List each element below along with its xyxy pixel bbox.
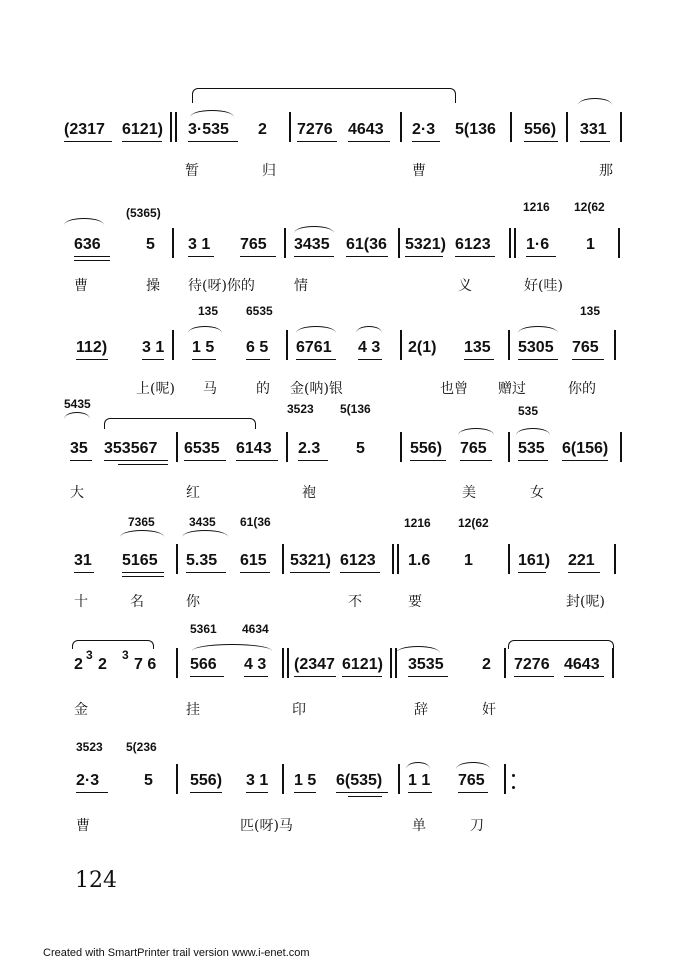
- barline: [397, 544, 399, 574]
- grace-notes: 12(62: [458, 516, 489, 530]
- note-group: 6761: [296, 339, 332, 356]
- duration-underline: [342, 676, 382, 677]
- note-group: (2317: [64, 121, 105, 138]
- grace-notes: 5435: [64, 397, 91, 411]
- barline: [287, 648, 289, 678]
- barline: [612, 648, 614, 678]
- slur: [296, 326, 336, 333]
- lyric: 好(哇): [524, 278, 563, 294]
- slur: [578, 98, 612, 105]
- barline: [400, 432, 402, 462]
- duration-underline: [240, 572, 270, 573]
- duration-underline: [76, 359, 108, 360]
- barline: [620, 432, 622, 462]
- grace-notes: 535: [518, 404, 539, 418]
- barline: [176, 648, 178, 678]
- lyric: 曹: [74, 278, 88, 294]
- grace-notes: 12(62: [574, 200, 605, 214]
- lyric: 义: [458, 278, 472, 294]
- duration-underline: [76, 792, 108, 793]
- note-group: 3 1: [246, 772, 269, 789]
- lyric: 也曾: [440, 381, 468, 397]
- note-group: 331: [580, 121, 607, 138]
- slur-long: [508, 640, 614, 649]
- barline: [284, 228, 286, 258]
- barline: [286, 432, 288, 462]
- barline: [286, 330, 288, 360]
- slur: [64, 218, 104, 225]
- duration-underline: [192, 359, 216, 360]
- grace-notes: 3523: [76, 740, 103, 754]
- duration-underline: [294, 256, 334, 257]
- slur-long: [104, 418, 256, 429]
- note-group: 2·3: [412, 121, 436, 138]
- note-group: 6535: [184, 440, 220, 457]
- duration-underline: [244, 676, 268, 677]
- slur: [64, 412, 90, 419]
- duration-underline: [524, 141, 558, 142]
- note-group: 5: [144, 772, 153, 789]
- lyric: 女: [530, 485, 544, 501]
- note-group: 4643: [564, 656, 600, 673]
- note-group: 2(1): [408, 339, 437, 356]
- lyric: 印: [292, 702, 306, 718]
- duration-underline: [514, 676, 554, 677]
- barline: [400, 112, 402, 142]
- duration-underline: [290, 572, 330, 573]
- duration-underline: [460, 460, 492, 461]
- lyric: 你的: [568, 381, 596, 397]
- slur: [188, 326, 222, 333]
- slur: [120, 530, 164, 537]
- barline: [282, 648, 284, 678]
- lyric: 封(呢): [566, 594, 605, 610]
- barline: [170, 112, 172, 142]
- duration-underline: [410, 460, 446, 461]
- note-group: 3·535: [188, 121, 229, 138]
- note-group: 61(36: [346, 236, 387, 253]
- note-group: 1: [586, 236, 595, 253]
- note-group: 636: [74, 236, 101, 253]
- lyric: 待(呀)你的: [188, 278, 255, 294]
- repeat-dot: [512, 786, 515, 789]
- note-group: 7276: [297, 121, 333, 138]
- barline: [282, 764, 284, 794]
- lyric: 奸: [482, 702, 496, 718]
- slur: [518, 326, 558, 333]
- note-group: 1 1: [408, 772, 431, 789]
- barline: [175, 112, 177, 142]
- lyric: 匹(呀)马: [240, 818, 293, 834]
- duration-underline: [74, 256, 110, 257]
- barline: [509, 228, 511, 258]
- lyric: 金: [74, 702, 88, 718]
- lyric: 的: [256, 381, 270, 397]
- barline: [172, 330, 174, 360]
- note-group: 1·6: [526, 236, 550, 253]
- duration-underline: [562, 460, 608, 461]
- duration-underline: [118, 464, 168, 465]
- note-group: 1 5: [192, 339, 215, 356]
- slur: [516, 428, 550, 435]
- grace-notes: 1216: [523, 200, 550, 214]
- note-group: 2: [258, 121, 267, 138]
- lyric: 十: [74, 594, 88, 610]
- note-group: 556): [190, 772, 223, 789]
- lyric: 大: [70, 485, 84, 501]
- note-group: 4643: [348, 121, 384, 138]
- note-group: 6123: [340, 552, 376, 569]
- note-group: 2.3: [298, 440, 321, 457]
- duration-underline: [564, 676, 604, 677]
- barline: [504, 648, 506, 678]
- duration-underline: [236, 460, 278, 461]
- lyric: 上(呢): [136, 381, 175, 397]
- lyric: 红: [186, 485, 200, 501]
- barline: [508, 330, 510, 360]
- lyric: 挂: [186, 702, 200, 718]
- barline: [289, 112, 291, 142]
- note-group: 6121): [342, 656, 383, 673]
- lyric: 曹: [412, 163, 426, 179]
- duration-underline: [70, 460, 92, 461]
- barline: [618, 228, 620, 258]
- grace-notes: 135: [580, 304, 601, 318]
- barline: [620, 112, 622, 142]
- grace-notes: 61(36: [240, 515, 271, 529]
- duration-underline: [455, 256, 495, 257]
- note-group: 5: [146, 236, 155, 253]
- note-group: 765: [240, 236, 267, 253]
- duration-underline: [240, 256, 276, 257]
- note-group: 556): [524, 121, 557, 138]
- slur-long: [192, 88, 456, 103]
- note-group: 6 5: [246, 339, 269, 356]
- lyric: 操: [146, 278, 160, 294]
- duration-underline: [518, 460, 548, 461]
- note-group: 1 5: [294, 772, 317, 789]
- note-group: 535: [518, 440, 545, 457]
- barline: [390, 648, 392, 678]
- note-group: 566: [190, 656, 217, 673]
- slur: [406, 762, 430, 769]
- duration-underline: [412, 141, 440, 142]
- note-group: 6123: [455, 236, 491, 253]
- grace-notes: 5361: [190, 622, 217, 636]
- duration-underline: [142, 359, 164, 360]
- barline: [504, 764, 506, 794]
- duration-underline: [74, 572, 94, 573]
- duration-underline: [346, 256, 388, 257]
- slur: [294, 226, 334, 233]
- duration-underline: [518, 359, 558, 360]
- note-group: 4 3: [358, 339, 381, 356]
- repeat-dot: [512, 774, 515, 777]
- grace-notes: 3435: [189, 515, 216, 529]
- duration-underline: [358, 359, 382, 360]
- duration-underline: [336, 792, 388, 793]
- duration-underline: [340, 572, 380, 573]
- duration-underline: [348, 141, 390, 142]
- barline: [398, 764, 400, 794]
- barline: [614, 544, 616, 574]
- grace-notes: 3: [122, 648, 129, 662]
- duration-underline: [122, 141, 162, 142]
- lyric: 单: [412, 818, 426, 834]
- duration-underline: [526, 256, 556, 257]
- lyric: 名: [130, 594, 144, 610]
- barline: [508, 432, 510, 462]
- duration-underline: [246, 359, 270, 360]
- lyric: 曹: [76, 818, 90, 834]
- note-group: 161): [518, 552, 551, 569]
- note-group: 353567: [104, 440, 158, 457]
- note-group: 6(156): [562, 440, 609, 457]
- barline: [392, 544, 394, 574]
- barline: [508, 544, 510, 574]
- note-group: 2: [98, 656, 107, 673]
- note-group: 135: [464, 339, 491, 356]
- note-group: 31: [74, 552, 92, 569]
- grace-notes: 7365: [128, 515, 155, 529]
- barline: [176, 764, 178, 794]
- duration-underline: [572, 359, 604, 360]
- duration-underline: [405, 256, 443, 257]
- lyric: 要: [408, 594, 422, 610]
- note-group: 221: [568, 552, 595, 569]
- duration-underline: [408, 792, 432, 793]
- slur: [356, 326, 382, 333]
- grace-notes: 5(236: [126, 740, 157, 754]
- duration-underline: [518, 572, 546, 573]
- lyric: 那: [599, 163, 613, 179]
- grace-notes: 4634: [242, 622, 269, 636]
- lyric: 辞: [414, 702, 428, 718]
- barline: [176, 432, 178, 462]
- note-group: 4 3: [244, 656, 267, 673]
- note-group: 765: [458, 772, 485, 789]
- duration-underline: [296, 359, 336, 360]
- note-group: 5321): [405, 236, 446, 253]
- note-group: 7276: [514, 656, 550, 673]
- note-group: 3435: [294, 236, 330, 253]
- lyric: 不: [348, 594, 362, 610]
- lyric: 情: [294, 278, 308, 294]
- grace-notes: 135: [198, 304, 219, 318]
- grace-notes: 3523: [287, 402, 314, 416]
- barline: [172, 228, 174, 258]
- lyric: 袍: [302, 485, 316, 501]
- note-group: 1.6: [408, 552, 431, 569]
- duration-underline: [190, 792, 222, 793]
- lyric: 美: [462, 485, 476, 501]
- duration-underline: [568, 572, 600, 573]
- note-group: 1: [464, 552, 473, 569]
- barline: [614, 330, 616, 360]
- duration-underline: [298, 460, 328, 461]
- note-group: 7 6: [134, 656, 157, 673]
- note-group: 3 1: [188, 236, 211, 253]
- note-group: 556): [410, 440, 443, 457]
- barline: [510, 112, 512, 142]
- note-group: 2·3: [76, 772, 100, 789]
- grace-notes: 6535: [246, 304, 273, 318]
- grace-notes: 1216: [404, 516, 431, 530]
- slur: [396, 646, 440, 653]
- barline: [176, 544, 178, 574]
- slur: [192, 644, 272, 651]
- lyric: 赠过: [498, 381, 526, 397]
- barline: [282, 544, 284, 574]
- duration-underline: [294, 676, 336, 677]
- lyric: 金(呐)银: [290, 381, 343, 397]
- note-group: 615: [240, 552, 267, 569]
- note-group: 6121): [122, 121, 163, 138]
- barline: [395, 648, 397, 678]
- note-group: 6143: [236, 440, 272, 457]
- note-group: 35: [70, 440, 88, 457]
- grace-notes: 5(136: [340, 402, 371, 416]
- note-group: 5165: [122, 552, 158, 569]
- duration-underline: [464, 359, 494, 360]
- note-group: 112): [76, 339, 108, 356]
- note-group: 3 1: [142, 339, 165, 356]
- page-number: 124: [75, 868, 117, 893]
- note-group: 3535: [408, 656, 444, 673]
- slur-long: [72, 640, 154, 649]
- note-group: 2: [74, 656, 83, 673]
- duration-underline: [104, 460, 168, 461]
- duration-underline: [246, 792, 268, 793]
- duration-underline: [186, 572, 226, 573]
- barline: [400, 330, 402, 360]
- footer-credit: Created with SmartPrinter trail version www.i-enet.com: [43, 947, 310, 959]
- duration-underline: [122, 576, 164, 577]
- note-group: 5305: [518, 339, 554, 356]
- barline: [514, 228, 516, 258]
- note-group: 5.35: [186, 552, 218, 569]
- duration-underline: [348, 796, 382, 797]
- note-group: 5(136: [455, 121, 496, 138]
- duration-underline: [297, 141, 337, 142]
- lyric: 马: [203, 381, 217, 397]
- duration-underline: [190, 676, 224, 677]
- duration-underline: [74, 260, 110, 261]
- duration-underline: [122, 572, 164, 573]
- note-group: (2347: [294, 656, 335, 673]
- note-group: 765: [460, 440, 487, 457]
- slur: [182, 530, 228, 537]
- duration-underline: [184, 460, 226, 461]
- barline: [566, 112, 568, 142]
- barline: [398, 228, 400, 258]
- slur: [456, 762, 490, 769]
- note-group: 6(535): [336, 772, 383, 789]
- lyric: 暂: [185, 163, 199, 179]
- lyric: 你: [186, 594, 200, 610]
- note-group: 5321): [290, 552, 331, 569]
- note-group: 5: [356, 440, 365, 457]
- duration-underline: [294, 792, 316, 793]
- note-group: 765: [572, 339, 599, 356]
- duration-underline: [408, 676, 448, 677]
- duration-underline: [64, 141, 112, 142]
- duration-underline: [188, 256, 214, 257]
- duration-underline: [188, 141, 238, 142]
- duration-underline: [458, 792, 488, 793]
- lyric: 刀: [470, 818, 484, 834]
- note-group: 2: [482, 656, 491, 673]
- lyric: 归: [262, 163, 276, 179]
- slur: [190, 110, 234, 117]
- duration-underline: [580, 141, 610, 142]
- slur: [458, 428, 494, 435]
- grace-notes: 3: [86, 648, 93, 662]
- grace-notes: (5365): [126, 206, 161, 220]
